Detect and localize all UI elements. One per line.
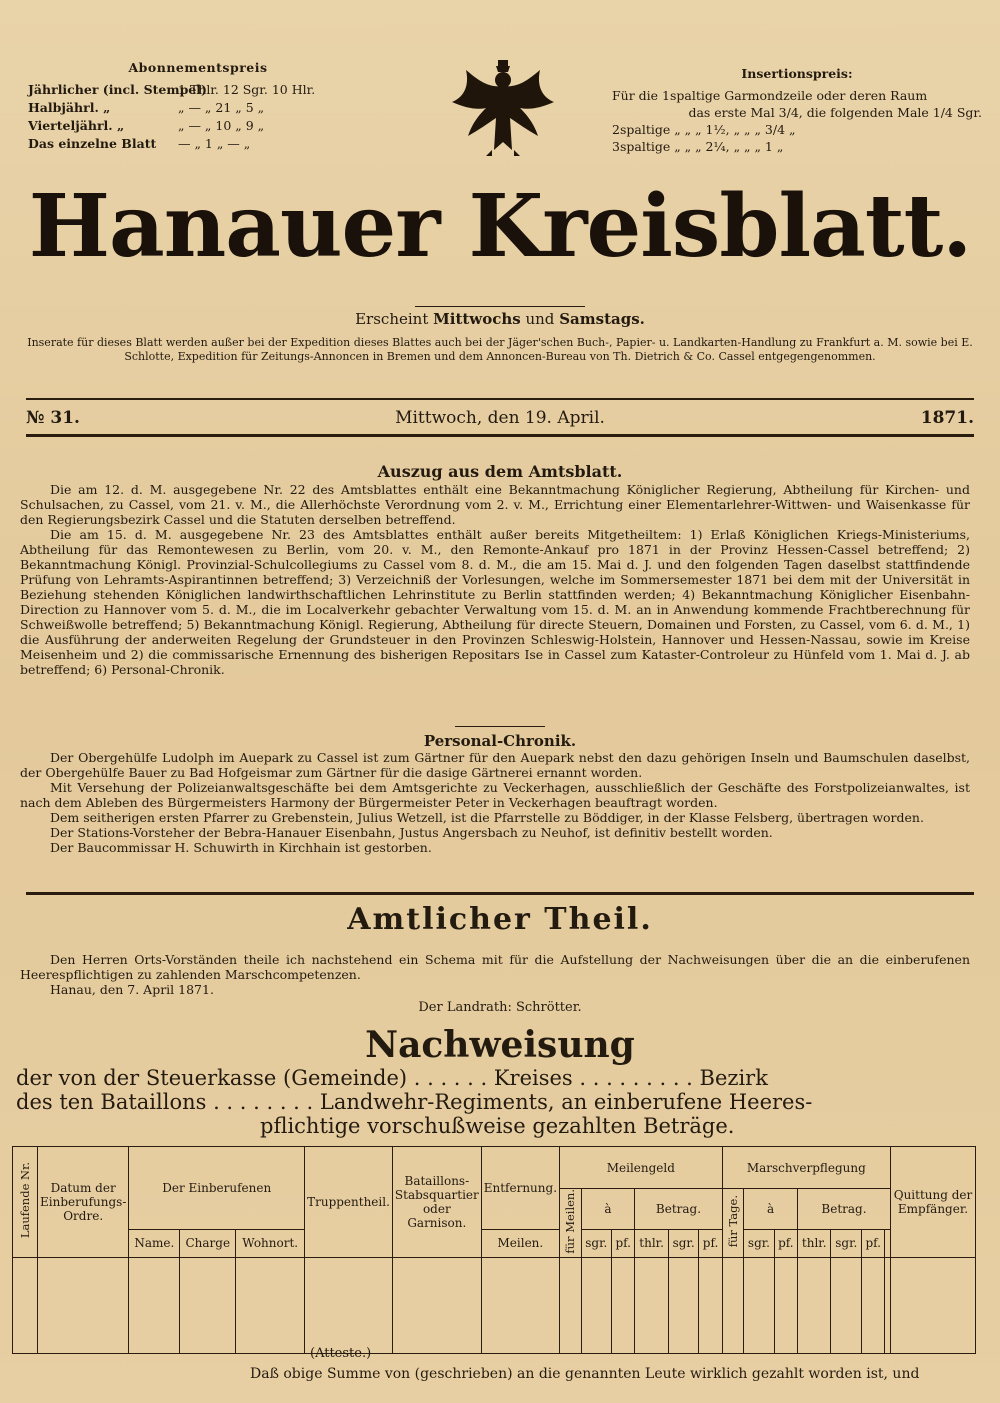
issue-bar	[26, 402, 974, 432]
issue-date: Mittwoch, den 19. April.	[395, 408, 605, 428]
signature: Der Landrath: Schrötter.	[418, 1000, 582, 1015]
col-header: pf.	[612, 1229, 635, 1257]
col-header: Wohnort.	[236, 1229, 305, 1257]
col-header: Meilengeld	[560, 1147, 723, 1189]
col-header: Entfernung.	[481, 1147, 559, 1230]
issue-number: № 31.	[26, 408, 80, 428]
section-heading-amtlich: Amtlicher Theil.	[347, 902, 653, 937]
section-heading-chronik: Personal-Chronik.	[423, 732, 577, 750]
col-header: Der Einberufenen	[129, 1147, 305, 1230]
divider	[26, 398, 974, 400]
col-header: Name.	[129, 1229, 180, 1257]
advertising-notice: Inserate für dieses Blatt werden außer bei der Expedition dieses Blattes auch bei der Jäger'schen Buch-, Papier- u. Landkarten-Handlung zu Frankfurt a. M. sowie bei E. Schlotte, Expedition für Zeitungs-Annoncen in Bremen und dem Annoncen-Bureau von Th. Dietrich & Co. Cassel entgegengenommen.	[27, 336, 973, 363]
col-header: à	[581, 1189, 635, 1230]
subscription-row: Das einzelne Blatt — „ 1 „ — „	[28, 136, 251, 151]
divider	[26, 892, 974, 895]
insertion-title: Insertionspreis:	[741, 66, 853, 81]
divider	[455, 726, 545, 727]
form-line: pflichtige vorschußweise gezahlten Beträge.	[260, 1114, 735, 1138]
col-header: Truppentheil.	[305, 1147, 393, 1258]
col-header: sgr.	[668, 1229, 699, 1257]
col-header: Datum der Einberufungs-Ordre.	[38, 1147, 129, 1258]
col-header: für Tage.	[722, 1189, 743, 1258]
subscription-row: Halbjährl. „ „ — „ 21 „ 5 „	[28, 100, 265, 115]
col-header: sgr.	[831, 1229, 862, 1257]
col-header: Laufende Nr.	[13, 1147, 38, 1258]
col-header: Bataillons-Stabsquartier oder Garnison.	[392, 1147, 481, 1258]
amtlich-text: Den Herren Orts-Vorständen theile ich nachstehend ein Schema mit für die Aufstellung der Nachweisungen über die an die einberufenen Heerespflichtigen zu zahlenden Marschcompetenzen. Hanau, den 7. April 1871.	[20, 952, 970, 997]
footer-line: Daß obige Summe von (geschrieben) an die genannten Leute wirklich gezahlt worden ist, und	[250, 1366, 920, 1382]
prussian-eagle-icon	[448, 58, 558, 158]
col-header: pf.	[862, 1229, 885, 1257]
chronik-text: Der Obergehülfe Ludolph im Auepark zu Cassel ist zum Gärtner für den Auepark nebst den dazu gehörigen Inseln und Baumschulen daselbst, der Obergehülfe Bauer zu Bad Hofgeismar zum Gärtner für die dasige Gärtnerei ernannt worden. Mit Versehung der Polizeianwaltsgeschäfte bei dem Amtsgerichte zu Veckerhagen, ausschließlich der Geschäfte des Forstpolizeianwaltes, ist nach dem Ableben des Bürgermeisters Harmony der Bürgermeister Peter in Veckerhagen beauftragt worden. Dem seitherigen ersten Pfarrer zu Grebenstein, Julius Wetzell, ist die Pfarrstelle zu Böddiger, in der Klasse Felsberg, übertragen worden. Der Stations-Vorsteher der Bebra-Hanauer Eisenbahn, Justus Angersbach zu Neuhof, ist definitiv bestellt worden. Der Baucommissar H. Schuwirth in Kirchhain ist gestorben.	[20, 750, 970, 855]
form-title: Nachweisung	[365, 1024, 635, 1066]
divider	[415, 306, 585, 307]
issue-year: 1871.	[920, 408, 974, 428]
col-header: sgr.	[744, 1229, 775, 1257]
divider	[26, 434, 974, 437]
form-line: der von der Steuerkasse (Gemeinde) . . . . . . Kreises . . . . . . . . . Bezirk	[16, 1066, 768, 1090]
subscription-title: Abonnementspreis	[128, 60, 268, 75]
col-header: Quittung der Empfänger.	[891, 1147, 976, 1258]
col-header: Betrag.	[797, 1189, 890, 1230]
col-header: thlr.	[797, 1229, 831, 1257]
col-header: à	[744, 1189, 798, 1230]
subscription-row: Vierteljährl. „ „ — „ 10 „ 9 „	[28, 118, 265, 133]
subscription-row: Jährlicher (incl. Stempel) 1 Thlr. 12 Sgr. 10 Hlr.	[28, 82, 316, 97]
newspaper-title: Hanauer Kreisblatt.	[28, 176, 972, 277]
publication-schedule: Erscheint Mittwochs und Samstags.	[355, 310, 645, 328]
insertion-row: das erste Mal 3/4, die folgenden Male 1/4 Sgr.	[688, 105, 982, 120]
table-row	[13, 1257, 976, 1353]
col-header: thlr.	[635, 1229, 669, 1257]
form-line: des ten Bataillons . . . . . . . . Landwehr-Regiments, an einberufene Heeres-	[16, 1090, 813, 1114]
payment-table	[12, 1146, 976, 1354]
col-header: Charge	[180, 1229, 236, 1257]
atteste-label: (Atteste.)	[310, 1346, 372, 1361]
col-header: Marschverpflegung	[722, 1147, 890, 1189]
col-header: Meilen.	[481, 1229, 559, 1257]
auszug-text: Die am 12. d. M. ausgegebene Nr. 22 des Amtsblattes enthält eine Bekanntmachung Königlicher Regierung, Abtheilung für Kirchen- und Schulsachen, zu Cassel, vom 21. v. M., die Allerhöchste Verordnung vom 2. v. M., Errichtung einer Elementarlehrer-Wittwen- und Waisenkasse für den Regierungsbezirk Cassel und die Statuten derselben betreffend. Die am 15. d. M. ausgegebene Nr. 23 des Amtsblattes enthält außer bereits Mitgetheiltem: 1) Erlaß Königlichen Kriegs-Ministeriums, Abtheilung für das Remontewesen zu Berlin, vom 20. v. M., den Remonte-Ankauf pro 1871 in der Provinz Hessen-Cassel betreffend; 2) Bekanntmachung Königl. Provinzial-Schulcollegiums zu Cassel vom 8. d. M., die am 15. Mai d. J. und den folgenden Tagen daselbst stattfindende Prüfung von Lehramts-Aspirantinnen betreffend; 3) Verzeichniß der Vorlesungen, welche im Sommersemester 1871 bei dem mit der Universität in Beziehung stehenden Königlichen landwirthschaftlichen Lehrinstitute zu Berlin stattfinden werden; 4) Bekanntmachung Königlicher Eisenbahn-Direction zu Hannover vom 5. d. M., die im Localverkehr gebachter Verwaltung vom 15. d. M. an in Anwendung kommende Frachtberechnung für Schweißwolle betreffend; 5) Bekanntmachung Königl. Regierung, Abtheilung für directe Steuern, Domainen und Forsten, zu Cassel, vom 6. d. M., 1) die Ausführung der anderweiten Regelung der Grundsteuer in den Provinzen Schleswig-Holstein, Hannover und Hessen-Nassau, sowie im Kreise Meisenheim und 2) die commissarische Ernennung des bisherigen Repositars Ise in Cassel zum Kataster-Controleur zu Hünfeld vom 1. Mai d. J. ab betreffend; 6) Personal-Chronik.	[20, 482, 970, 677]
col-header: Betrag.	[635, 1189, 722, 1230]
col-header: pf.	[774, 1229, 797, 1257]
subscription-price-box	[28, 60, 368, 153]
insertion-price-box	[612, 66, 982, 155]
col-header: pf.	[699, 1229, 722, 1257]
insertion-row: 2spaltige „ „ „ 1½, „ „ „ 3/4 „	[612, 122, 796, 137]
section-heading-auszug: Auszug aus dem Amtsblatt.	[377, 462, 623, 481]
col-header: sgr.	[581, 1229, 612, 1257]
insertion-row: 3spaltige „ „ „ 2¼, „ „ „ 1 „	[612, 139, 784, 154]
insertion-row: Für die 1spaltige Garmondzeile oder deren Raum	[612, 88, 928, 103]
col-header: für Meilen.	[560, 1189, 581, 1258]
